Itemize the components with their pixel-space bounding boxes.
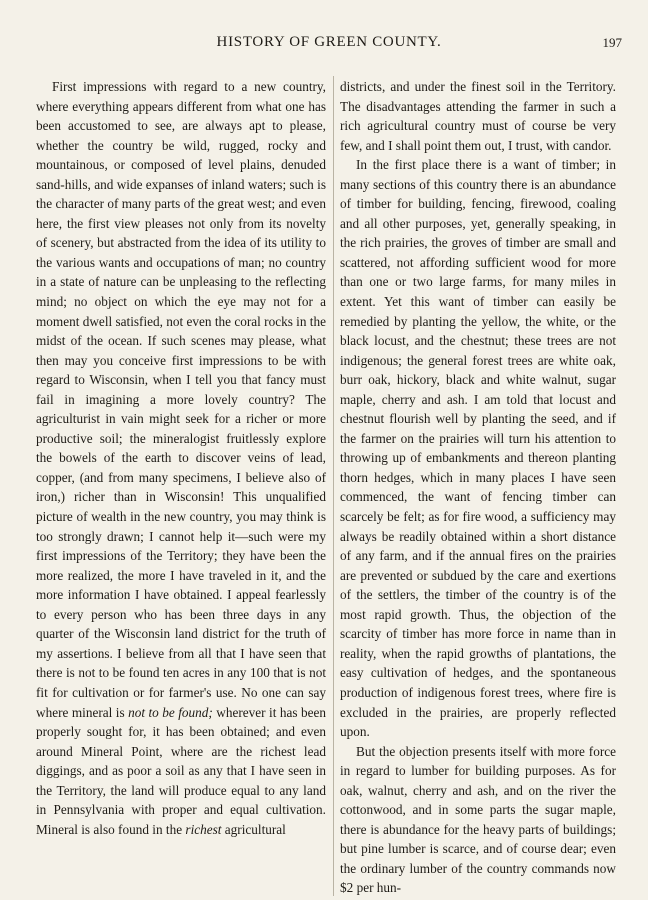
page-title: HISTORY OF GREEN COUNTY. xyxy=(216,34,442,50)
text-run: agricultural xyxy=(224,821,286,837)
paragraph: districts, and under the finest soil in the Territory. The disadvantages attending the farmer in such a rich agricultural country must of course be very few, and I shall point them out, I trust, with candor. xyxy=(340,79,616,153)
left-column xyxy=(36,77,326,839)
running-head xyxy=(36,34,622,58)
italic-text: richest xyxy=(185,821,222,837)
paragraph: But the objection presents itself with more force in regard to lumber for building purposes. As for oak, walnut, cherry and ash, and on the river the cottonwood, and in some parts the sugar maple, there is abundance for the heavy parts of buildings; but pine lumber is scarce, and of course dear; even the ordinary lumber of the country commands now $2 per hun- xyxy=(340,743,616,896)
right-column xyxy=(340,77,616,898)
paragraph xyxy=(36,77,326,839)
column-divider xyxy=(333,76,334,896)
text-run: First impressions with regard to a new country, where everything appears different from what one has been accustomed to see, are always apt to please, whether the country be wild, rugged, rocky and mountainous, or composed of level plains, denuded sand-hills, and wide expanses of inland waters; such is the character of many parts of the great west; and even here, the first view pleases not only from its novelty of scenery, but abstracted from the idea of its utility to the various wants and occupations of man; no country in a state of nature can be unpleasing to the reflecting mind; no object on which the eye may not for a moment dwell satisfied, not even the coral rocks in the midst of the ocean. If such scenes may please, what then may you conceive first impressions to be with regard to Wisconsin, when I tell you that fancy must fail in imagining a more lovely country? The agriculturist in vain might seek for a richer or more productive soil; the mineralogist fruitlessly explore the bowels of the earth to discover veins of lead, copper, (and from many specimens, I believe also of iron,) richer than in Wisconsin! This unqualified picture of wealth in the new country, you may think is too strongly drawn; I cannot help it—such were my first impressions of the Territory; they have been the more realized, the more I have traveled in it, and the more information I have obtained. I appeal fearlessly to every person who has been three days in any quarter of the Wisconsin land district for the truth of my assertions. I believe from all that I have seen that there is not to be found ten acres in any 100 that is not fit for cultivation or for farmer's use. No one can say where mineral is xyxy=(36,79,326,720)
page-number: 197 xyxy=(602,35,622,50)
text-run: wherever it has been properly sought for, it has been obtained; and even around Mineral Point, where are the richest lead diggings, and as poor a soil as any that I have seen in the Territory, the land will produce equal to any land in Pennsylvania with proper and equal cultivation. Mineral is also found in the xyxy=(36,704,326,837)
italic-text: not to be found; xyxy=(128,704,213,720)
paragraph: In the first place there is a want of timber; in many sections of this country there is an abundance of timber for building, fencing, firewood, coaling and all other purposes, yet, generally speaking, in the rich prairies, the groves of timber are small and scattered, not affording sufficient wood for more than one or two large farms, for many miles in extent. Yet this want of timber can easily be remedied by planting the yellow, the white, or the black locust, and the chestnut; these trees are not indigenous; the general forest trees are white oak, burr oak, hickory, black and white walnut, sugar maple, cherry and ash. I am told that locust and chestnut flourish well by planting the seed, and if the farmer on the prairies will turn his attention to throwing up of embankments and thereon planting thorn hedges, which in many places I have seen commenced, the want of fencing timber can scarcely be felt; as for fire wood, a sufficiency may always be readily obtained within a short distance of any farm, and if the annual fires on the prairies are prevented or subdued by the care and exertions of the settlers, the timber of the country is of the most rapid growth. Thus, the objection of the scarcity of timber has more force in name than in reality, when the rapid growths of plantations, the easy cultivation of hedges, and the spontaneous production of indigenous forest trees, where fire is excluded in the prairies, are properly reflected upon. xyxy=(340,157,616,740)
